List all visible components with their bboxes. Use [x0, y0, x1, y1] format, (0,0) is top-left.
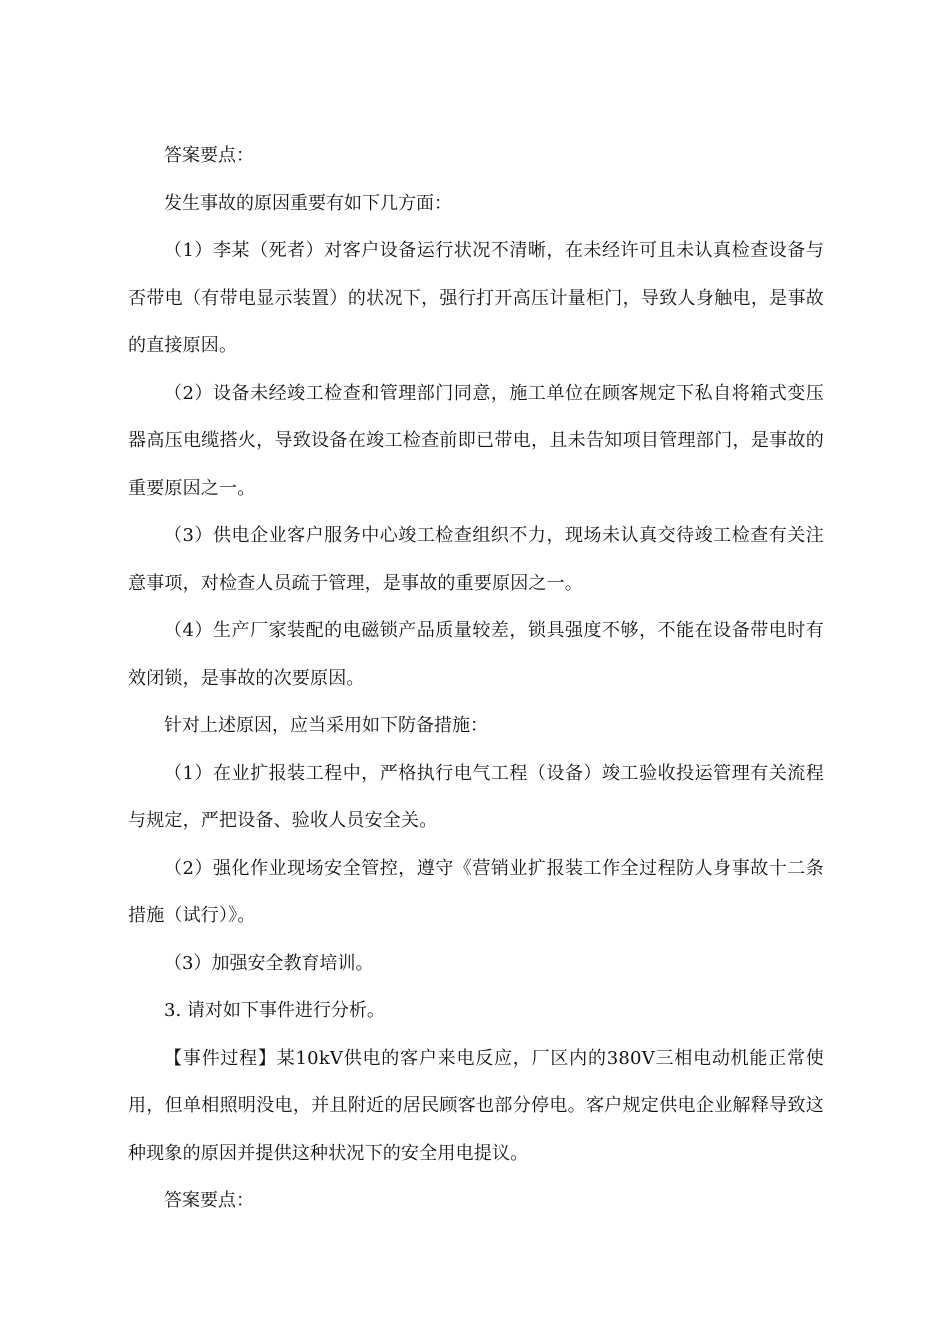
answer-heading: 答案要点： [164, 145, 254, 166]
cause-item-3: （3）供电企业客户服务中心竣工检查组织不力，现场未认真交待竣工检查有关注意事项，对检查人员疏于管理，是事故的重要原因之一。 [128, 525, 824, 594]
cause-item-4: （4）生产厂家装配的电磁锁产品质量较差，锁具强度不够，不能在设备带电时有效闭锁，是事故的次要原因。 [128, 620, 824, 689]
cause-item-2: （2）设备未经竣工检查和管理部门同意，施工单位在顾客规定下私自将箱式变压器高压电缆搭火，导致设备在竣工检查前即已带电，且未告知项目管理部门，是事故的重要原因之一。 [128, 382, 824, 499]
measure-item-2: （2）强化作业现场安全管控，遵守《营销业扩报装工作全过程防人身事故十二条措施（试行）》。 [128, 857, 824, 926]
question-3-heading: 3. 请对如下事件进行分析。 [164, 1000, 385, 1021]
measure-item-1: （1）在业扩报装工程中，严格执行电气工程（设备）竣工验收投运管理有关流程与规定，严把设备、验收人员安全关。 [128, 762, 824, 831]
measures-intro: 针对上述原因，应当采用如下防备措施： [164, 715, 488, 736]
document-body [128, 132, 824, 1225]
measure-item-3: （3）加强安全教育培训。 [164, 952, 374, 974]
answer-heading-2: 答案要点： [164, 1190, 254, 1211]
cause-item-1: （1）李某（死者）对客户设备运行状况不清晰，在未经许可且未认真检查设备与否带电（有带电显示装置）的状况下，强行打开高压计量柜门，导致人身触电，是事故的直接原因。 [128, 240, 824, 356]
cause-intro: 发生事故的原因重要有如下几方面： [164, 192, 452, 214]
event-description: 【事件过程】某10kV供电的客户来电反应，厂区内的380V三相电动机能正常使用，但单相照明没电，并且附近的居民顾客也部分停电。客户规定供电企业解释导致这种现象的原因并提供这种状况下的安全用电提议。 [128, 1047, 824, 1164]
